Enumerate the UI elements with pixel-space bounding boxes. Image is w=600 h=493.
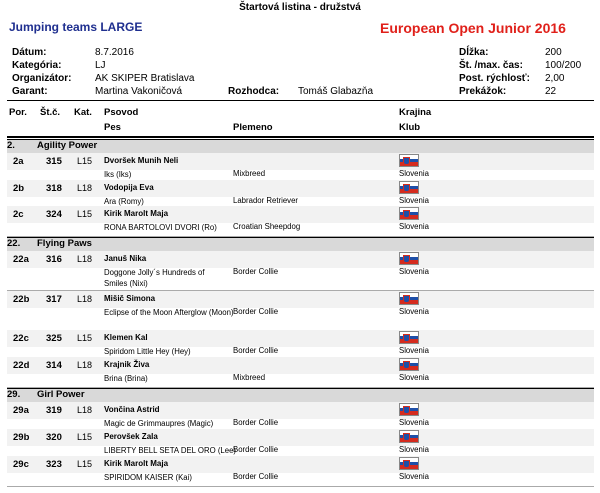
entry-position: 22a <box>13 254 29 265</box>
col-header-club: Klub <box>399 122 421 133</box>
event-name: European Open Junior 2016 <box>380 20 566 36</box>
entry-dog: Ara (Romy) <box>104 197 144 206</box>
entry-category: L18 <box>77 294 93 304</box>
entry-position: 2a <box>13 156 24 167</box>
entry-position: 29a <box>13 405 29 416</box>
slovenia-flag-icon <box>399 403 419 416</box>
header-bottom-rule <box>7 136 594 138</box>
entry-dog: Iks (Iks) <box>104 170 132 179</box>
entry-dog: Eclipse of the Moon Afterglow (Moon) <box>104 308 234 317</box>
slovenia-flag-icon <box>399 207 419 220</box>
team-name: Agility Power <box>37 140 98 151</box>
date-value: 8.7.2016 <box>95 47 134 58</box>
entry-position: 22c <box>13 333 29 344</box>
entry-position: 29b <box>13 432 30 443</box>
col-header-category: Kat. <box>74 107 92 118</box>
team-name: Girl Power <box>37 389 85 400</box>
slovenia-flag-icon <box>399 181 419 194</box>
speed-value: 2,00 <box>545 73 565 84</box>
speed-label: Post. rýchlosť: <box>459 73 530 84</box>
slovenia-flag-icon <box>399 457 419 470</box>
entry-breed: Border Collie <box>233 445 279 454</box>
entry-category: L18 <box>77 183 93 193</box>
slovenia-flag-icon <box>399 154 419 167</box>
obstacles-label: Prekážok: <box>459 86 507 97</box>
entry-dog-row <box>7 371 594 388</box>
entry-country: Slovenia <box>399 445 429 454</box>
entry-handler: Kirik Marolt Maja <box>104 459 169 468</box>
entry-position: 22d <box>13 360 30 371</box>
entry-category: L15 <box>77 333 93 343</box>
col-header-position: Por. <box>9 107 27 118</box>
organizer-label: Organizátor: <box>12 73 72 84</box>
entry-dog: RONA BARTOLOVI DVORI (Ro) <box>104 223 217 232</box>
col-header-country: Krajina <box>399 107 432 118</box>
entry-category: L15 <box>77 432 93 442</box>
entry-country: Slovenia <box>399 346 429 355</box>
competition-subtitle: Jumping teams LARGE <box>9 20 143 34</box>
entry-start-number: 320 <box>46 432 62 443</box>
document-title: Štartová listina - družstvá <box>239 2 361 13</box>
entry-country: Slovenia <box>399 307 429 316</box>
entry-country: Slovenia <box>399 472 429 481</box>
entry-breed: Border Collie <box>233 267 279 276</box>
entry-start-number: 323 <box>46 459 62 470</box>
entry-dog-row <box>7 220 594 237</box>
date-label: Dátum: <box>12 47 47 58</box>
entry-start-number: 319 <box>46 405 62 416</box>
entry-handler: Krajnik Živa <box>104 360 150 369</box>
slovenia-flag-icon <box>399 331 419 344</box>
entry-position: 22b <box>13 294 30 305</box>
team-header <box>7 237 594 252</box>
entry-handler: Mišič Simona <box>104 294 156 303</box>
entry-breed: Croatian Sheepdog <box>233 222 301 231</box>
slovenia-flag-icon <box>399 430 419 443</box>
judge-label: Rozhodca: <box>228 86 280 97</box>
entry-start-number: 316 <box>46 254 62 265</box>
time-label: Št. /max. čas: <box>459 60 523 71</box>
guarantor-label: Garant: <box>12 86 48 97</box>
entry-start-number: 314 <box>46 360 62 371</box>
entry-country: Slovenia <box>399 196 429 205</box>
entry-dog-row <box>7 470 594 487</box>
team-header <box>7 388 594 403</box>
entry-country: Slovenia <box>399 169 429 178</box>
obstacles-value: 22 <box>545 86 557 97</box>
entry-breed: Border Collie <box>233 472 279 481</box>
entry-position: 2c <box>13 209 24 220</box>
team-number: 2. <box>7 140 15 151</box>
entry-dog-row <box>7 305 594 331</box>
col-header-dog: Pes <box>104 122 121 133</box>
length-label: Dĺžka: <box>459 47 489 58</box>
team-header <box>7 139 594 154</box>
entry-dog: Doggone Jolly´s Hundreds of Smiles (Nixi) <box>104 268 205 288</box>
entry-start-number: 315 <box>46 156 62 167</box>
header-top-rule <box>7 100 594 101</box>
col-header-breed: Plemeno <box>233 122 273 133</box>
entry-category: L15 <box>77 156 93 166</box>
entry-breed: Labrador Retriever <box>233 196 299 205</box>
entry-start-number: 325 <box>46 333 62 344</box>
entry-start-number: 324 <box>46 209 62 220</box>
entry-category: L18 <box>77 254 93 264</box>
entry-handler: Januš Nika <box>104 254 147 263</box>
entry-category: L18 <box>77 360 93 370</box>
entry-category: L18 <box>77 405 93 415</box>
col-header-handler: Psovod <box>104 107 139 118</box>
entry-country: Slovenia <box>399 267 429 276</box>
slovenia-flag-icon <box>399 252 419 265</box>
organizer-value: AK SKIPER Bratislava <box>95 73 195 84</box>
entry-country: Slovenia <box>399 222 429 231</box>
entry-breed: Mixbreed <box>233 169 266 178</box>
category-label: Kategória: <box>12 60 62 71</box>
entry-breed: Border Collie <box>233 418 279 427</box>
entry-handler: Klemen Kal <box>104 333 148 342</box>
entry-category: L15 <box>77 209 93 219</box>
entry-start-number: 318 <box>46 183 62 194</box>
entry-breed: Border Collie <box>233 346 279 355</box>
entry-breed: Mixbreed <box>233 373 266 382</box>
slovenia-flag-icon <box>399 292 419 305</box>
team-name: Flying Paws <box>37 238 92 249</box>
team-number: 29. <box>7 389 21 400</box>
judge-value: Tomáš Glabazňa <box>298 86 374 97</box>
entry-breed: Border Collie <box>233 307 279 316</box>
entry-position: 2b <box>13 183 25 194</box>
entry-start-number: 317 <box>46 294 62 305</box>
length-value: 200 <box>545 47 562 58</box>
entry-position: 29c <box>13 459 29 470</box>
entry-handler: Kirik Marolt Maja <box>104 209 169 218</box>
entry-country: Slovenia <box>399 418 429 427</box>
category-value: LJ <box>95 60 106 71</box>
entry-handler: Vodopija Eva <box>104 183 154 192</box>
entry-dog: LIBERTY BELL SETA DEL ORO (Lee) <box>104 446 237 455</box>
guarantor-value: Martina Vakoničová <box>95 86 183 97</box>
col-header-start-number: Št.č. <box>40 107 61 118</box>
entry-dog: Magic de Grimmaupres (Magic) <box>104 419 214 428</box>
entry-category: L15 <box>77 459 93 469</box>
time-value: 100/200 <box>545 60 582 71</box>
entry-dog-row <box>7 265 594 291</box>
slovenia-flag-icon <box>399 358 419 371</box>
team-number: 22. <box>7 238 21 249</box>
entry-handler: Perovšek Zala <box>104 432 158 441</box>
entry-handler: Vončina Astrid <box>104 405 160 414</box>
entry-dog: SPIRIDOM KAISER (Kai) <box>104 473 192 482</box>
entry-handler: Dvoršek Munih Neli <box>104 156 179 165</box>
entry-country: Slovenia <box>399 373 429 382</box>
entry-dog: Brina (Brina) <box>104 374 148 383</box>
entry-dog: Spiridom Little Hey (Hey) <box>104 347 191 356</box>
